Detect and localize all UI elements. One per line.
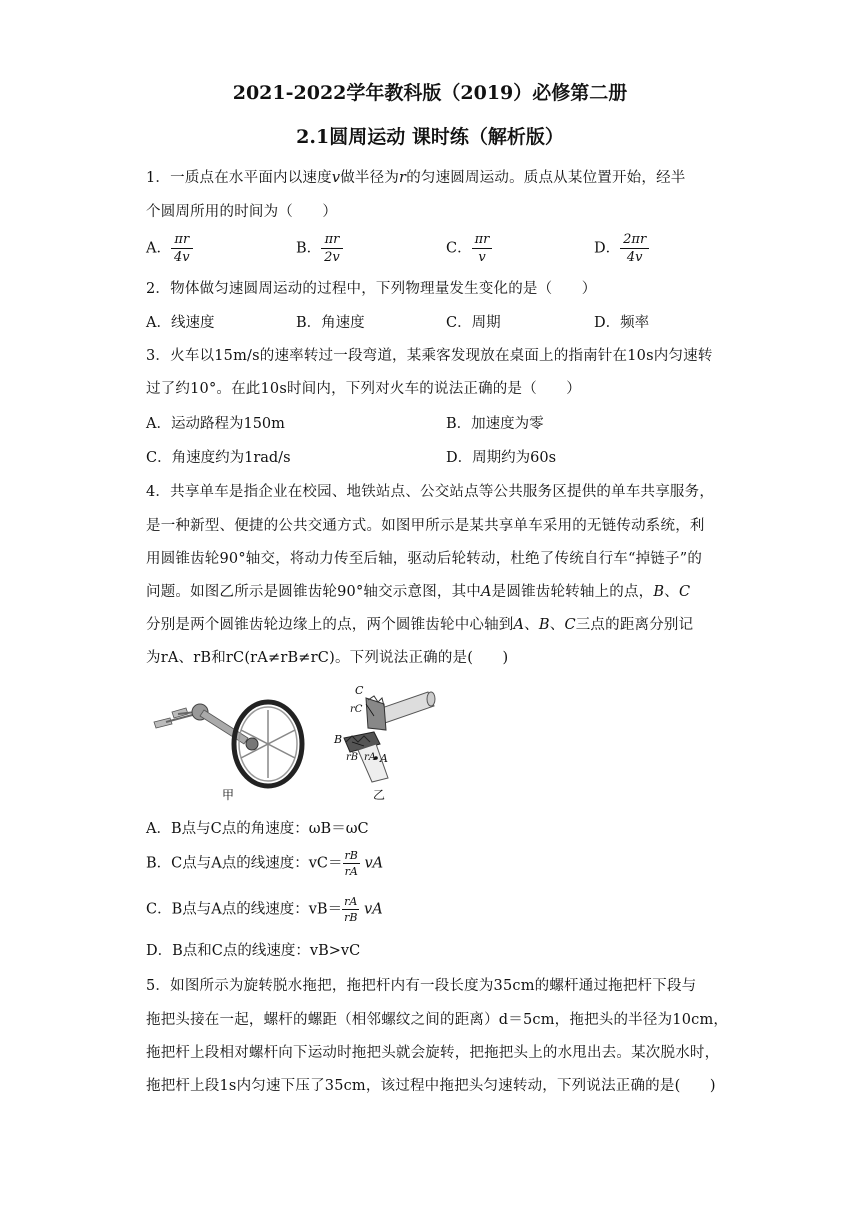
q4-c-num: rA: [342, 894, 359, 910]
question-4-line-6: 为rA、rB和rC(rA≠rB≠rC)。下列说法正确的是( ): [146, 650, 509, 666]
question-1-line-2: 个圆周所用的时间为（ ）: [146, 204, 338, 220]
q4-line5-B: B: [538, 617, 550, 633]
figure-label-rB: rB: [346, 752, 359, 763]
q4-line4-B: B: [653, 584, 665, 600]
figure-label-C: C: [355, 684, 364, 697]
q2-option-d[interactable]: D．频率: [594, 315, 650, 331]
q1-option-b-fraction: [321, 231, 343, 266]
q1-text-b: 做半径为: [340, 170, 400, 186]
question-4-line-3: 用圆锥齿轮90°轴交，将动力传至后轴，驱动后轮转动，杜绝了传统自行车“掉链子”的: [146, 551, 703, 567]
q4-option-b-fraction: [343, 848, 360, 879]
q4-option-b-tail: vA: [364, 855, 384, 872]
question-4-line-1: 4．共享单车是指企业在校园、地铁站点、公交站点等公共服务区提供的单车共享服务，: [146, 484, 715, 500]
q4-option-c-fraction: [342, 894, 359, 925]
q1-d-den: 4v: [626, 250, 643, 265]
question-5-line-3: 拖把杆上段相对螺杆向下运动时拖把头就会旋转，把拖把头上的水甩出去。某次脱水时，: [146, 1045, 720, 1061]
q1-text-c: 的匀速圆周运动。质点从某位置开始，经半: [406, 170, 686, 186]
q4-option-b-text: B．C点与A点的线速度：vC＝: [146, 855, 343, 872]
q4-line5-a: 分别是两个圆锥齿轮边缘上的点，两个圆锥齿轮中心轴到: [146, 617, 514, 633]
figure-label-rC: rC: [350, 704, 363, 715]
question-5-line-4: 拖把杆上段1s内匀速下压了35cm，该过程中拖把头匀速转动，下列说法正确的是( ): [146, 1078, 716, 1094]
q4-line4-c: 、: [664, 584, 679, 600]
q1-option-d[interactable]: [594, 231, 649, 266]
bevel-gear-figure: [328, 684, 438, 784]
q1-c-den: v: [478, 250, 486, 265]
q4-option-b[interactable]: [146, 848, 383, 879]
q4-option-c-tail: vA: [364, 901, 383, 918]
q4-line4-A: A: [481, 584, 492, 600]
q3-option-c[interactable]: C．角速度约为1rad/s: [146, 450, 291, 466]
q1-option-b[interactable]: [296, 231, 343, 266]
q1-a-num: πr: [171, 231, 193, 249]
q2-option-c[interactable]: C．周期: [446, 315, 501, 331]
q2-option-a[interactable]: A．线速度: [146, 315, 215, 331]
q1-option-c[interactable]: [446, 231, 492, 266]
q1-option-a[interactable]: [146, 231, 193, 266]
q4-option-c[interactable]: [146, 894, 383, 925]
question-2-text: 2．物体做匀速圆周运动的过程中，下列物理量发生变化的是（ ）: [146, 281, 597, 297]
q1-var-v: v: [331, 170, 341, 186]
q4-line4-a: 问题。如图乙所示是圆锥齿轮90°轴交示意图，其中: [146, 584, 481, 600]
q1-b-den: 2v: [324, 250, 340, 265]
question-4-line-2: 是一种新型、便捷的公共交通方式。如图甲所示是某共享单车采用的无链传动系统，利: [146, 518, 705, 534]
q4-line5-b: 、: [524, 617, 539, 633]
document-subtitle: 2.1圆周运动 课时练（解析版）: [296, 126, 564, 148]
q4-b-den: rA: [344, 865, 358, 878]
q2-option-b[interactable]: B．角速度: [296, 315, 365, 331]
q4-b-num: rB: [344, 849, 358, 862]
q3-option-a[interactable]: A．运动路程为150m: [146, 416, 285, 432]
q1-a-den: 4v: [173, 250, 190, 265]
q4-line4-C: C: [678, 584, 691, 600]
q1-option-a-fraction: [171, 231, 193, 266]
q1-option-c-label: C．: [446, 240, 472, 257]
question-1-line-1: [146, 166, 686, 187]
q4-option-c-text: C．B点与A点的线速度：vB＝: [146, 901, 343, 918]
q1-d-num: 2πr: [620, 231, 649, 249]
question-3-line-1: 3．火车以15m/s的速率转过一段弯道，某乘客发现放在桌面上的指南针在10s内匀速转: [146, 348, 713, 364]
question-4-line-5: [146, 613, 693, 634]
q4-c-den: rB: [344, 911, 358, 924]
question-3-line-2: 过了约10°。在此10s时间内，下列对火车的说法正确的是（ ）: [146, 381, 581, 397]
question-5-line-2: 拖把头接在一起，螺杆的螺距（相邻螺纹之间的距离）d＝5cm，拖把头的半径为10cm，: [146, 1012, 729, 1028]
q4-option-d[interactable]: D．B点和C点的线速度：vB>vC: [146, 943, 361, 959]
document-title: 2021-2022学年教科版（2019）必修第二册: [232, 82, 628, 104]
q4-option-a[interactable]: A．B点与C点的角速度：ωB＝ωC: [146, 821, 369, 837]
q4-line5-A: A: [513, 617, 525, 633]
figure-label-rA: rA: [364, 752, 377, 763]
q3-option-d[interactable]: D．周期约为60s: [446, 450, 557, 466]
figure-caption-right: 乙: [373, 788, 386, 802]
figure-label-A: A: [380, 752, 388, 765]
q1-option-b-label: B．: [296, 240, 322, 257]
q1-option-c-fraction: [472, 231, 493, 266]
q1-option-d-label: D．: [594, 240, 621, 257]
question-5-line-1: 5．如图所示为旋转脱水拖把，拖把杆内有一段长度为35cm的螺杆通过拖把杆下段与: [146, 978, 697, 994]
q1-b-num: πr: [321, 231, 343, 249]
q1-option-a-label: A．: [146, 240, 171, 257]
q1-option-d-fraction: [620, 231, 649, 266]
q3-option-b[interactable]: B．加速度为零: [446, 416, 544, 432]
q1-var-r: r: [399, 170, 407, 186]
question-4-line-4: [146, 580, 690, 601]
bicycle-drive-figure: [148, 690, 323, 790]
q1-text-a: 1．一质点在水平面内以速度: [146, 170, 332, 186]
q4-line5-d: 三点的距离分别记: [575, 617, 694, 633]
q4-line5-C: C: [564, 617, 576, 633]
figure-caption-left: 甲: [222, 788, 235, 802]
q4-line4-b: 是圆锥齿轮转轴上的点，: [491, 584, 654, 600]
q4-line5-c: 、: [549, 617, 565, 633]
q1-c-num: πr: [472, 231, 493, 249]
figure-label-B: B: [334, 733, 343, 746]
